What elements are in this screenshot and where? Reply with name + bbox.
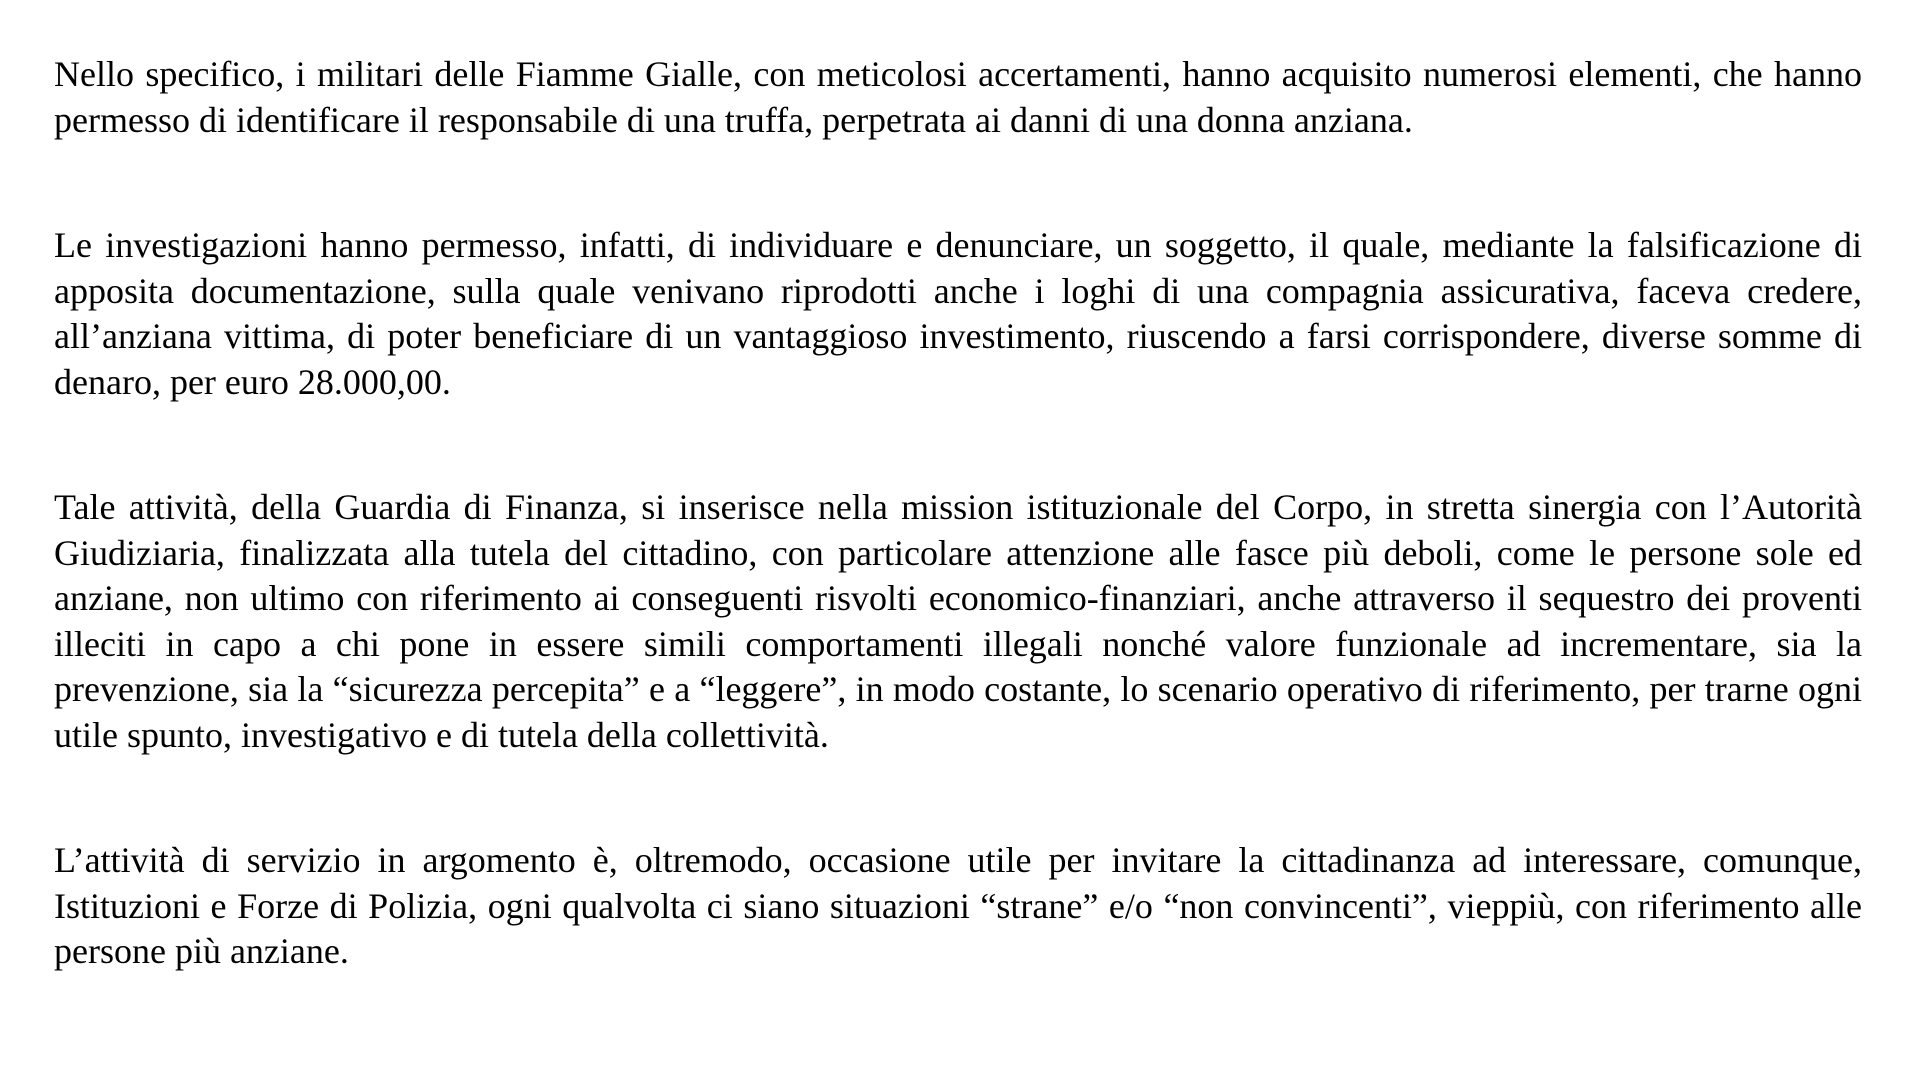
paragraph-4: L’attività di servizio in argomento è, oltremodo, occasione utile per invitare la cittadinanza ad interessare, comunque, Istituzioni e Forze di Polizia, ogni qualvolta ci siano situazioni “strane” e/o “non convincenti”, vieppiù, con riferimento alle persone più anziane. bbox=[54, 840, 1862, 971]
paragraph-1: Nello specifico, i militari delle Fiamme Gialle, con meticolosi accertamenti, hanno acquisito numerosi elementi, che hanno permesso di identificare il responsabile di una truffa, perpetrata ai danni di una donna anziana. bbox=[54, 54, 1862, 140]
paragraph-2: Le investigazioni hanno permesso, infatti, di individuare e denunciare, un soggetto, il quale, mediante la falsificazione di apposita documentazione, sulla quale venivano riprodotti anche i loghi di una compagnia assicurativa, faceva credere, all’anziana vittima, di poter beneficiare di un vantaggioso investimento, riuscendo a farsi corrispondere, diverse somme di denaro, per euro 28.000,00. bbox=[54, 225, 1862, 402]
paragraph-3: Tale attività, della Guardia di Finanza, si inserisce nella mission istituzionale del Corpo, in stretta sinergia con l’Autorità Giudiziaria, finalizzata alla tutela del cittadino, con particolare attenzione alle fasce più deboli, come le persone sole ed anziane, non ultimo con riferimento ai conseguenti risvolti economico-finanziari, anche attraverso il sequestro dei proventi illeciti in capo a chi pone in essere simili comportamenti illegali nonché valore funzionale ad incrementare, sia la prevenzione, sia la “sicurezza percepita” e a “leggere”, in modo costante, lo scenario operativo di riferimento, per trarne ogni utile spunto, investigativo e di tutela della collettività. bbox=[54, 487, 1862, 755]
document-page bbox=[54, 52, 1862, 975]
